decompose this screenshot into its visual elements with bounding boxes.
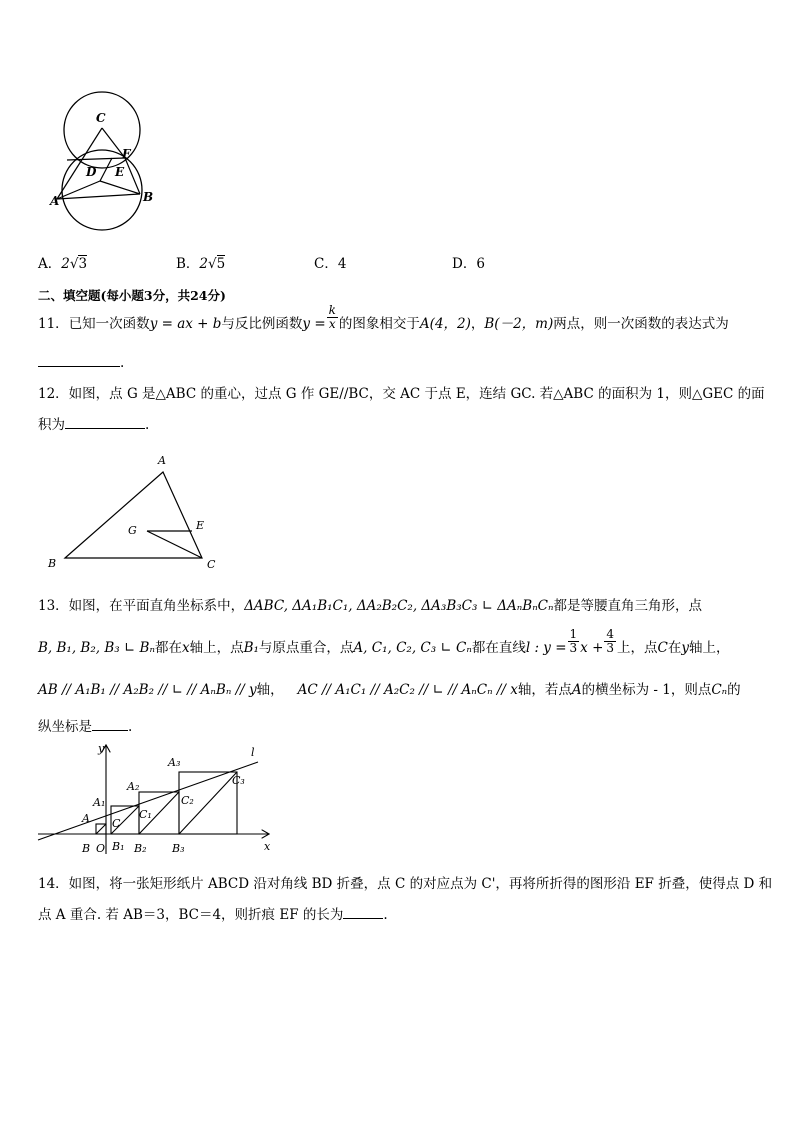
triangle-lines	[57, 128, 140, 199]
label-A: A	[50, 194, 60, 208]
q13-fraction-2-den: 3	[606, 641, 615, 655]
q11-point-a: A(4，2)	[419, 316, 471, 332]
q13-c-points: A, C₁, C₂, C₃ ∟ Cₙ	[353, 640, 472, 656]
q11-inverse-fraction	[327, 304, 338, 331]
segment-gc	[147, 531, 202, 558]
q12-line2	[38, 414, 149, 435]
q12-text-2: 积为	[38, 417, 65, 433]
label-C: C	[112, 817, 121, 830]
q13-ac-parallel: AC // A₁C₁ // A₂C₂ // ∟ // AₙCₙ // x	[297, 682, 518, 698]
q13-end: .	[128, 719, 133, 735]
q11-text-4: 两点，则一次函数的表达式为	[553, 316, 729, 332]
option-b-coef: 2	[199, 256, 209, 272]
q11-text-1: 已知一次函数	[68, 316, 150, 332]
q13-point-a: A	[571, 682, 582, 698]
q11-line2	[38, 352, 124, 373]
q11-fraction-numerator: k	[328, 303, 336, 317]
label-D: D	[86, 165, 97, 179]
label-B: B	[143, 190, 154, 204]
q13-fraction-1-num: 1	[569, 627, 578, 641]
option-d-letter: D．	[452, 256, 477, 272]
q13-fraction-1	[568, 628, 580, 655]
label-F: F	[122, 147, 131, 161]
label-C2: C₂	[181, 794, 194, 807]
q11-text-2: 与反比例函数	[221, 316, 303, 332]
q14-line2	[38, 904, 388, 925]
sqrt-sign: √	[69, 256, 79, 272]
label-C: C	[207, 558, 216, 571]
option-a-coef: 2	[61, 256, 70, 272]
q11-linear-function: y = ax + b	[149, 316, 222, 332]
q13-ab-parallel: AB // A₁B₁ // A₂B₂ // ∟ // AₙBₙ // y	[38, 682, 257, 698]
label-E: E	[196, 519, 205, 532]
q13-line1	[38, 596, 702, 616]
q14-answer-blank[interactable]	[343, 904, 383, 919]
line-l	[38, 762, 258, 840]
option-a-letter: A．	[38, 256, 62, 272]
lower-circle	[62, 150, 142, 230]
label-B2: B₂	[134, 842, 147, 855]
q10-options	[38, 254, 758, 274]
label-G: G	[128, 524, 137, 537]
q13-fraction-2	[604, 628, 616, 655]
q13-line-equation-lhs: l : y =	[525, 640, 567, 656]
q12-triangle-figure	[40, 450, 230, 575]
q11-line1	[38, 303, 729, 334]
q11-separator: ，	[470, 316, 485, 332]
label-A2: A₂	[127, 780, 140, 793]
q13-text-5: 与原点重合，点	[258, 640, 354, 656]
q13-text-12: 的横坐标为 - 1，则点	[581, 682, 712, 698]
q11-answer-blank[interactable]	[38, 352, 120, 367]
label-A3: A₃	[168, 756, 181, 769]
option-b-letter: B．	[176, 256, 200, 272]
q13-fraction-1-den: 3	[569, 641, 578, 655]
q13-b1: B₁	[243, 640, 259, 656]
q13-text-13: 的	[727, 682, 741, 698]
q13-triangles: ΔABC, ΔA₁B₁C₁, ΔA₂B₂C₂, ΔA₃B₃C₃ ∟ ΔAₙBₙCₙ	[244, 598, 554, 614]
option-d-value: 6	[476, 256, 485, 272]
q14-line1: 14．如图，将一张矩形纸片 ABCD 沿对角线 BD 折叠，点 C 的对应点为 C'，再将所折得的图形沿 EF 折叠，使得点 D 和	[38, 876, 773, 892]
q12-answer-blank[interactable]	[65, 414, 145, 429]
q13-text-2: 都是等腰直角三角形，点	[553, 598, 702, 614]
label-C: C	[96, 111, 106, 125]
label-y: y	[98, 742, 105, 755]
q14-text-2: 点 A 重合. 若 AB＝3，BC＝4，则折痕 EF 的长为	[38, 907, 344, 923]
q13-fraction-2-num: 4	[606, 627, 615, 641]
q13-line-equation-mid: x +	[580, 640, 604, 656]
q13-text-7: 上，点	[617, 640, 658, 656]
label-A: A	[158, 454, 166, 467]
option-a-radicand: 3	[78, 256, 88, 272]
q14-end: .	[383, 907, 388, 923]
q11-end: .	[120, 355, 125, 371]
q13-line4	[38, 716, 132, 737]
q13-coordinate-figure	[36, 740, 282, 858]
q13-b-points: B, B₁, B₂, B₃ ∟ Bₙ	[38, 640, 155, 656]
option-b	[176, 254, 225, 274]
label-C1: C₁	[139, 808, 152, 821]
option-d	[452, 254, 485, 274]
q11-fraction-denominator: x	[328, 317, 336, 331]
q13-text-1: 13．如图，在平面直角坐标系中，	[38, 598, 245, 614]
label-B1: B₁	[112, 840, 125, 853]
label-B: B	[82, 842, 91, 855]
label-x: x	[264, 840, 271, 853]
q13-point-c: C	[657, 640, 668, 656]
q12-end: .	[145, 417, 150, 433]
label-l: l	[251, 746, 255, 759]
q13-y-var: y	[681, 640, 690, 656]
label-A: A	[82, 812, 90, 825]
q13-text-4: 轴上，点	[189, 640, 244, 656]
q13-line3	[38, 680, 741, 700]
q13-text-3: 都在	[154, 640, 182, 656]
q13-text-9: 轴上，	[689, 640, 730, 656]
q13-text-6: 都在直线	[471, 640, 526, 656]
label-B3: B₃	[172, 842, 185, 855]
label-E: E	[115, 165, 125, 179]
q12-line1: 12．如图，点 G 是△ABC 的重心，过点 G 作 GE//BC，交 AC 于点 E，连结 GC. 若△ABC 的面积为 1，则△GEC 的面	[38, 386, 765, 402]
q13-text-14: 纵坐标是	[38, 719, 92, 735]
triangle-abc	[65, 472, 205, 558]
option-b-radicand: 5	[216, 256, 226, 272]
q11-point-b: B(－2，m)	[484, 316, 554, 332]
q11-number: 11．	[38, 316, 69, 332]
q11-inverse-lhs: y =	[302, 316, 326, 332]
option-c-letter: C．	[314, 256, 338, 272]
q11-text-3: 的图象相交于	[338, 316, 420, 332]
q13-text-8: 在	[667, 640, 682, 656]
q13-point-cn: Cₙ	[711, 682, 728, 698]
sqrt-sign: √	[208, 256, 217, 272]
option-a	[38, 254, 87, 274]
q13-text-11: 轴，若点	[517, 682, 572, 698]
q13-text-10: 轴，	[256, 682, 284, 698]
label-C3: C₃	[232, 774, 245, 787]
q13-answer-blank[interactable]	[92, 716, 128, 731]
q10-circles-figure	[40, 86, 170, 236]
q13-line2	[38, 627, 730, 658]
label-O: O	[96, 842, 106, 855]
section-title: 二、填空题(每小题3分，共24分)	[38, 288, 226, 303]
label-A1: A₁	[93, 796, 106, 809]
option-c	[314, 254, 346, 274]
q13-x-var: x	[181, 640, 190, 656]
option-c-value: 4	[337, 256, 347, 272]
label-B: B	[48, 557, 57, 570]
